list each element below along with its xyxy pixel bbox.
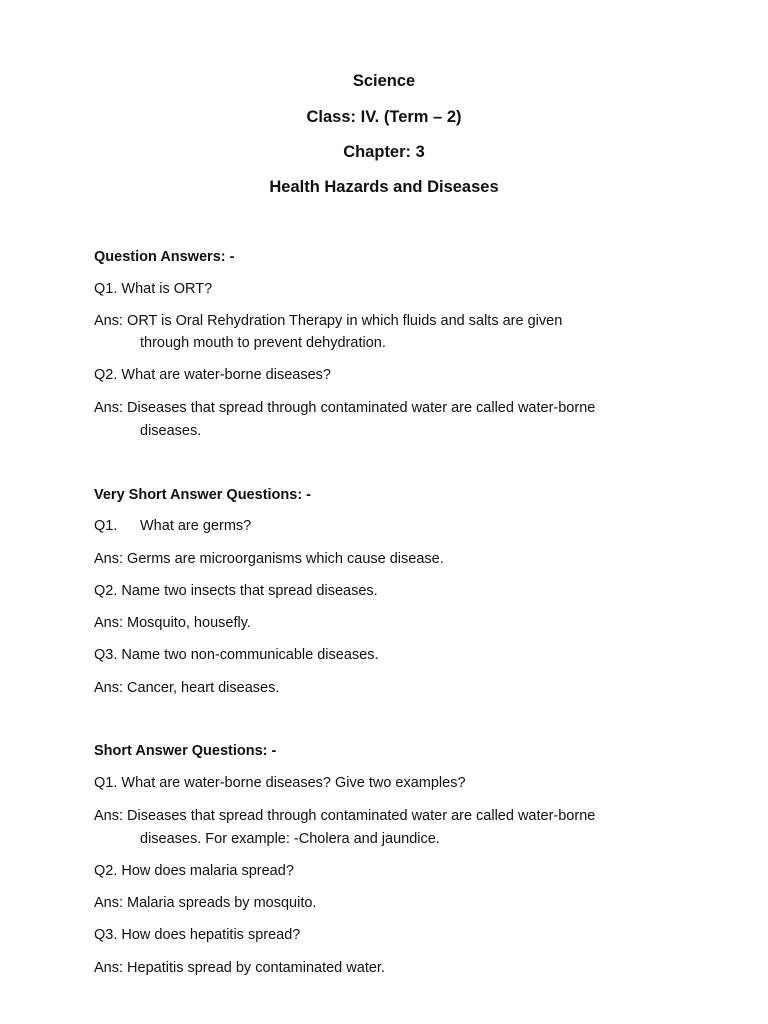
answer-text: Ans: Malaria spreads by mosquito. xyxy=(94,895,317,911)
class-title: Class: IV. (Term – 2) xyxy=(306,108,462,126)
answer-text-continued: through mouth to prevent dehydration. xyxy=(140,335,386,351)
question-text: Q3. Name two non-communicable diseases. xyxy=(94,647,379,663)
question-number: Q1. xyxy=(94,518,118,534)
answer-text-continued: diseases. For example: -Cholera and jaundice. xyxy=(140,831,440,847)
question-text: Q2. How does malaria spread? xyxy=(94,863,294,879)
question-text: Q2. Name two insects that spread diseases. xyxy=(94,583,378,599)
section-heading-very-short: Very Short Answer Questions: - xyxy=(94,487,312,503)
answer-text: Ans: Cancer, heart diseases. xyxy=(94,680,280,696)
answer-text: Ans: ORT is Oral Rehydration Therapy in which fluids and salts are given xyxy=(94,313,563,329)
section-heading-short: Short Answer Questions: - xyxy=(94,743,277,759)
answer-text: Ans: Germs are microorganisms which cause disease. xyxy=(94,551,444,567)
question-text: Q3. How does hepatitis spread? xyxy=(94,927,301,943)
question-text: Q2. What are water-borne diseases? xyxy=(94,367,331,383)
answer-text: Ans: Diseases that spread through contaminated water are called water-borne xyxy=(94,400,596,416)
answer-text-continued: diseases. xyxy=(140,423,202,439)
answer-text: Ans: Diseases that spread through contaminated water are called water-borne xyxy=(94,808,596,824)
question-text xyxy=(94,515,251,537)
section-heading-question-answers: Question Answers: - xyxy=(94,249,235,265)
chapter-title: Chapter: 3 xyxy=(343,143,425,161)
question-text: Q1. What is ORT? xyxy=(94,281,213,297)
topic-title: Health Hazards and Diseases xyxy=(269,178,499,196)
question-text: Q1. What are water-borne diseases? Give two examples? xyxy=(94,775,466,791)
answer-text: Ans: Mosquito, housefly. xyxy=(94,615,251,631)
subject-title: Science xyxy=(352,72,416,90)
answer-text: Ans: Hepatitis spread by contaminated water. xyxy=(94,960,385,976)
question-body: What are germs? xyxy=(140,518,252,534)
